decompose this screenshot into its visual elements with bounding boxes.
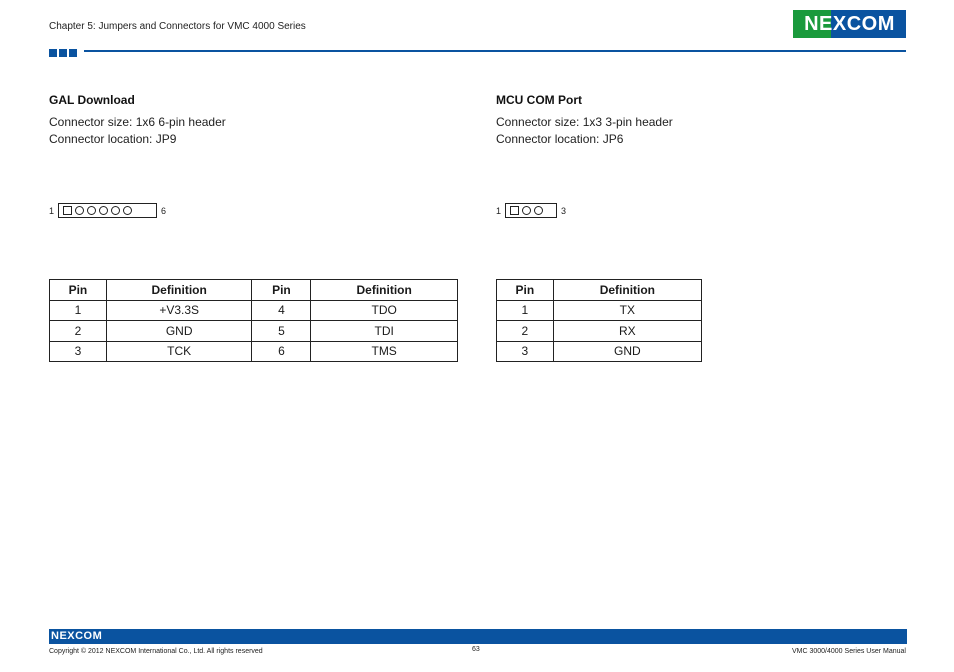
pin-circle [99, 206, 108, 215]
pin-square [510, 206, 519, 215]
table-header: Pin [50, 280, 107, 301]
table-cell: 3 [50, 341, 107, 362]
table-cell: 6 [252, 341, 311, 362]
logo-text: NEXCOM [804, 12, 895, 35]
table-cell: 5 [252, 321, 311, 342]
pin-square [63, 206, 72, 215]
gal-pin-last-label: 6 [161, 206, 167, 216]
table-header: Pin [252, 280, 311, 301]
gal-connector-diagram [58, 203, 157, 218]
table-header: Definition [106, 280, 252, 301]
header-rule [84, 50, 906, 52]
pin-circle [522, 206, 531, 215]
table-cell: 2 [497, 321, 554, 342]
table-cell: +V3.3S [106, 300, 252, 321]
table-cell: TDO [311, 300, 458, 321]
mcu-location: Connector location: JP6 [496, 132, 624, 146]
table-cell: 1 [497, 300, 554, 321]
table-cell: 1 [50, 300, 107, 321]
table-row [497, 321, 702, 342]
table-cell: TCK [106, 341, 252, 362]
chapter-title: Chapter 5: Jumpers and Connectors for VMC 4000 Series [49, 21, 306, 32]
table-header: Definition [311, 280, 458, 301]
table-cell: GND [106, 321, 252, 342]
table-row [497, 341, 702, 362]
table-cell: TDI [311, 321, 458, 342]
table-row [497, 300, 702, 321]
table-row [50, 341, 458, 362]
mcu-pin-first-label: 1 [496, 206, 502, 216]
pin-circle [123, 206, 132, 215]
footer-logo: NEXCOM [51, 630, 103, 642]
table-cell: TX [553, 300, 701, 321]
gal-pin-table [49, 279, 458, 362]
gal-size: Connector size: 1x6 6-pin header [49, 115, 226, 129]
table-cell: RX [553, 321, 701, 342]
footer-copyright: Copyright © 2012 NEXCOM International Co., Ltd. All rights reserved [49, 648, 263, 655]
table-cell: 3 [497, 341, 554, 362]
table-row [50, 321, 458, 342]
table-row [50, 300, 458, 321]
pin-circle [75, 206, 84, 215]
gal-title: GAL Download [49, 93, 135, 107]
pin-circle [111, 206, 120, 215]
header-squares [49, 49, 77, 57]
pin-circle [534, 206, 543, 215]
mcu-size: Connector size: 1x3 3-pin header [496, 115, 673, 129]
mcu-pin-table [496, 279, 702, 362]
table-cell: TMS [311, 341, 458, 362]
table-cell: GND [553, 341, 701, 362]
mcu-connector-diagram [505, 203, 557, 218]
table-cell: 2 [50, 321, 107, 342]
page-number: 63 [472, 646, 480, 653]
gal-pin-first-label: 1 [49, 206, 55, 216]
mcu-title: MCU COM Port [496, 93, 582, 107]
table-header-row [497, 280, 702, 301]
footer-bar [49, 629, 907, 644]
table-cell: 4 [252, 300, 311, 321]
mcu-pin-last-label: 3 [561, 206, 567, 216]
pin-circle [87, 206, 96, 215]
table-header-row [50, 280, 458, 301]
table-header: Definition [553, 280, 701, 301]
manual-title: VMC 3000/4000 Series User Manual [791, 648, 906, 655]
table-header: Pin [497, 280, 554, 301]
gal-location: Connector location: JP9 [49, 132, 177, 146]
